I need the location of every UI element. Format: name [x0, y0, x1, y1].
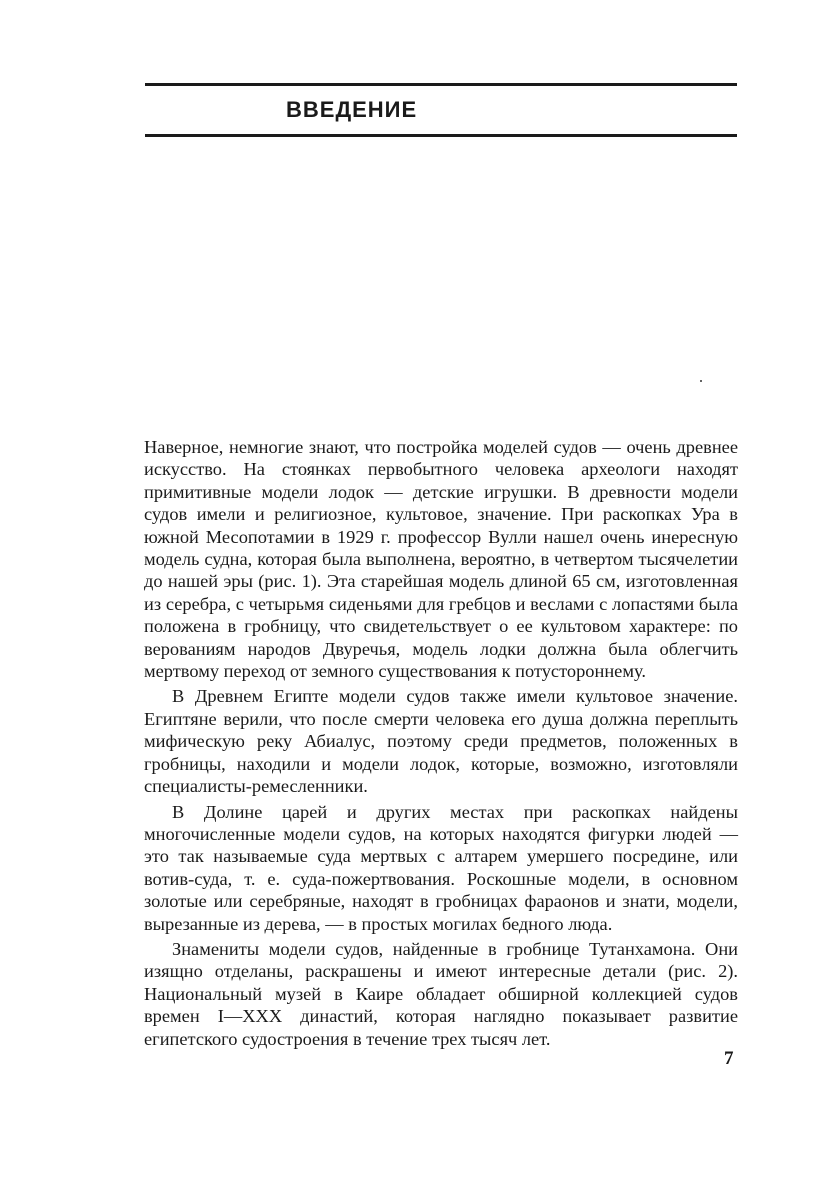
- paragraph-4: Знамениты модели судов, найденные в гробнице Тутанхамона. Они изящно отделаны, раскрашены и имеют интересные детали (рис. 2). Национальный музей в Каире обладает обширной коллекцией судов времен I—XXX династий, которая наглядно показывает развитие египетского судостроения в течение трех тысяч лет.: [144, 938, 738, 1049]
- chapter-title: ВВЕДЕНИЕ: [286, 97, 418, 122]
- print-speck: [700, 380, 702, 382]
- header-rule-bottom: [145, 134, 737, 137]
- paragraph-3: В Долине царей и других местах при раскопках найдены многочисленные модели судов, на которых находятся фигурки людей — это так называемые суда мертвых с алтарем умершего посредине, или вотив-суда, т. е. суда-пожертвования. Роскошные модели, в основном золотые или серебряные, находят в гробницах фараонов и знати, модели, вырезанные из дерева, — в простых могилах бедного люда.: [144, 801, 738, 934]
- paragraph-2: В Древнем Египте модели судов также имели культовое значение. Египтяне верили, что после смерти человека его душа должна переплыть мифическую реку Абиалус, поэтому среди предметов, положенных в гробницы, находили и модели лодок, которые, возможно, изготовляли специалисты-ремесленники.: [144, 686, 738, 797]
- body-text: [144, 436, 738, 1053]
- page-number: 7: [724, 1048, 734, 1069]
- paragraph-1: Наверное, немногие знают, что постройка моделей судов — очень древнее искусство. На стоянках первобытного человека археологи находят примитивные модели лодок — детские игрушки. В древности модели судов имели и религиозное, культовое, значение. При раскопках Ура в южной Месопотамии в 1929 г. профессор Вулли нашел очень инересную модель судна, которая была выполнена, вероятно, в четвертом тысячелетии до нашей эры (рис. 1). Эта старейшая модель длиной 65 см, изготовленная из серебра, с четырьмя сиденьями для гребцов и веслами с лопастями была положена в гробницу, что свидетельствует о ее культовом характере: по верованиям народов Двуречья, модель лодки должна была облегчить мертвому переход от земного существования к потустороннему.: [144, 437, 738, 682]
- header-rule-top: [145, 83, 737, 86]
